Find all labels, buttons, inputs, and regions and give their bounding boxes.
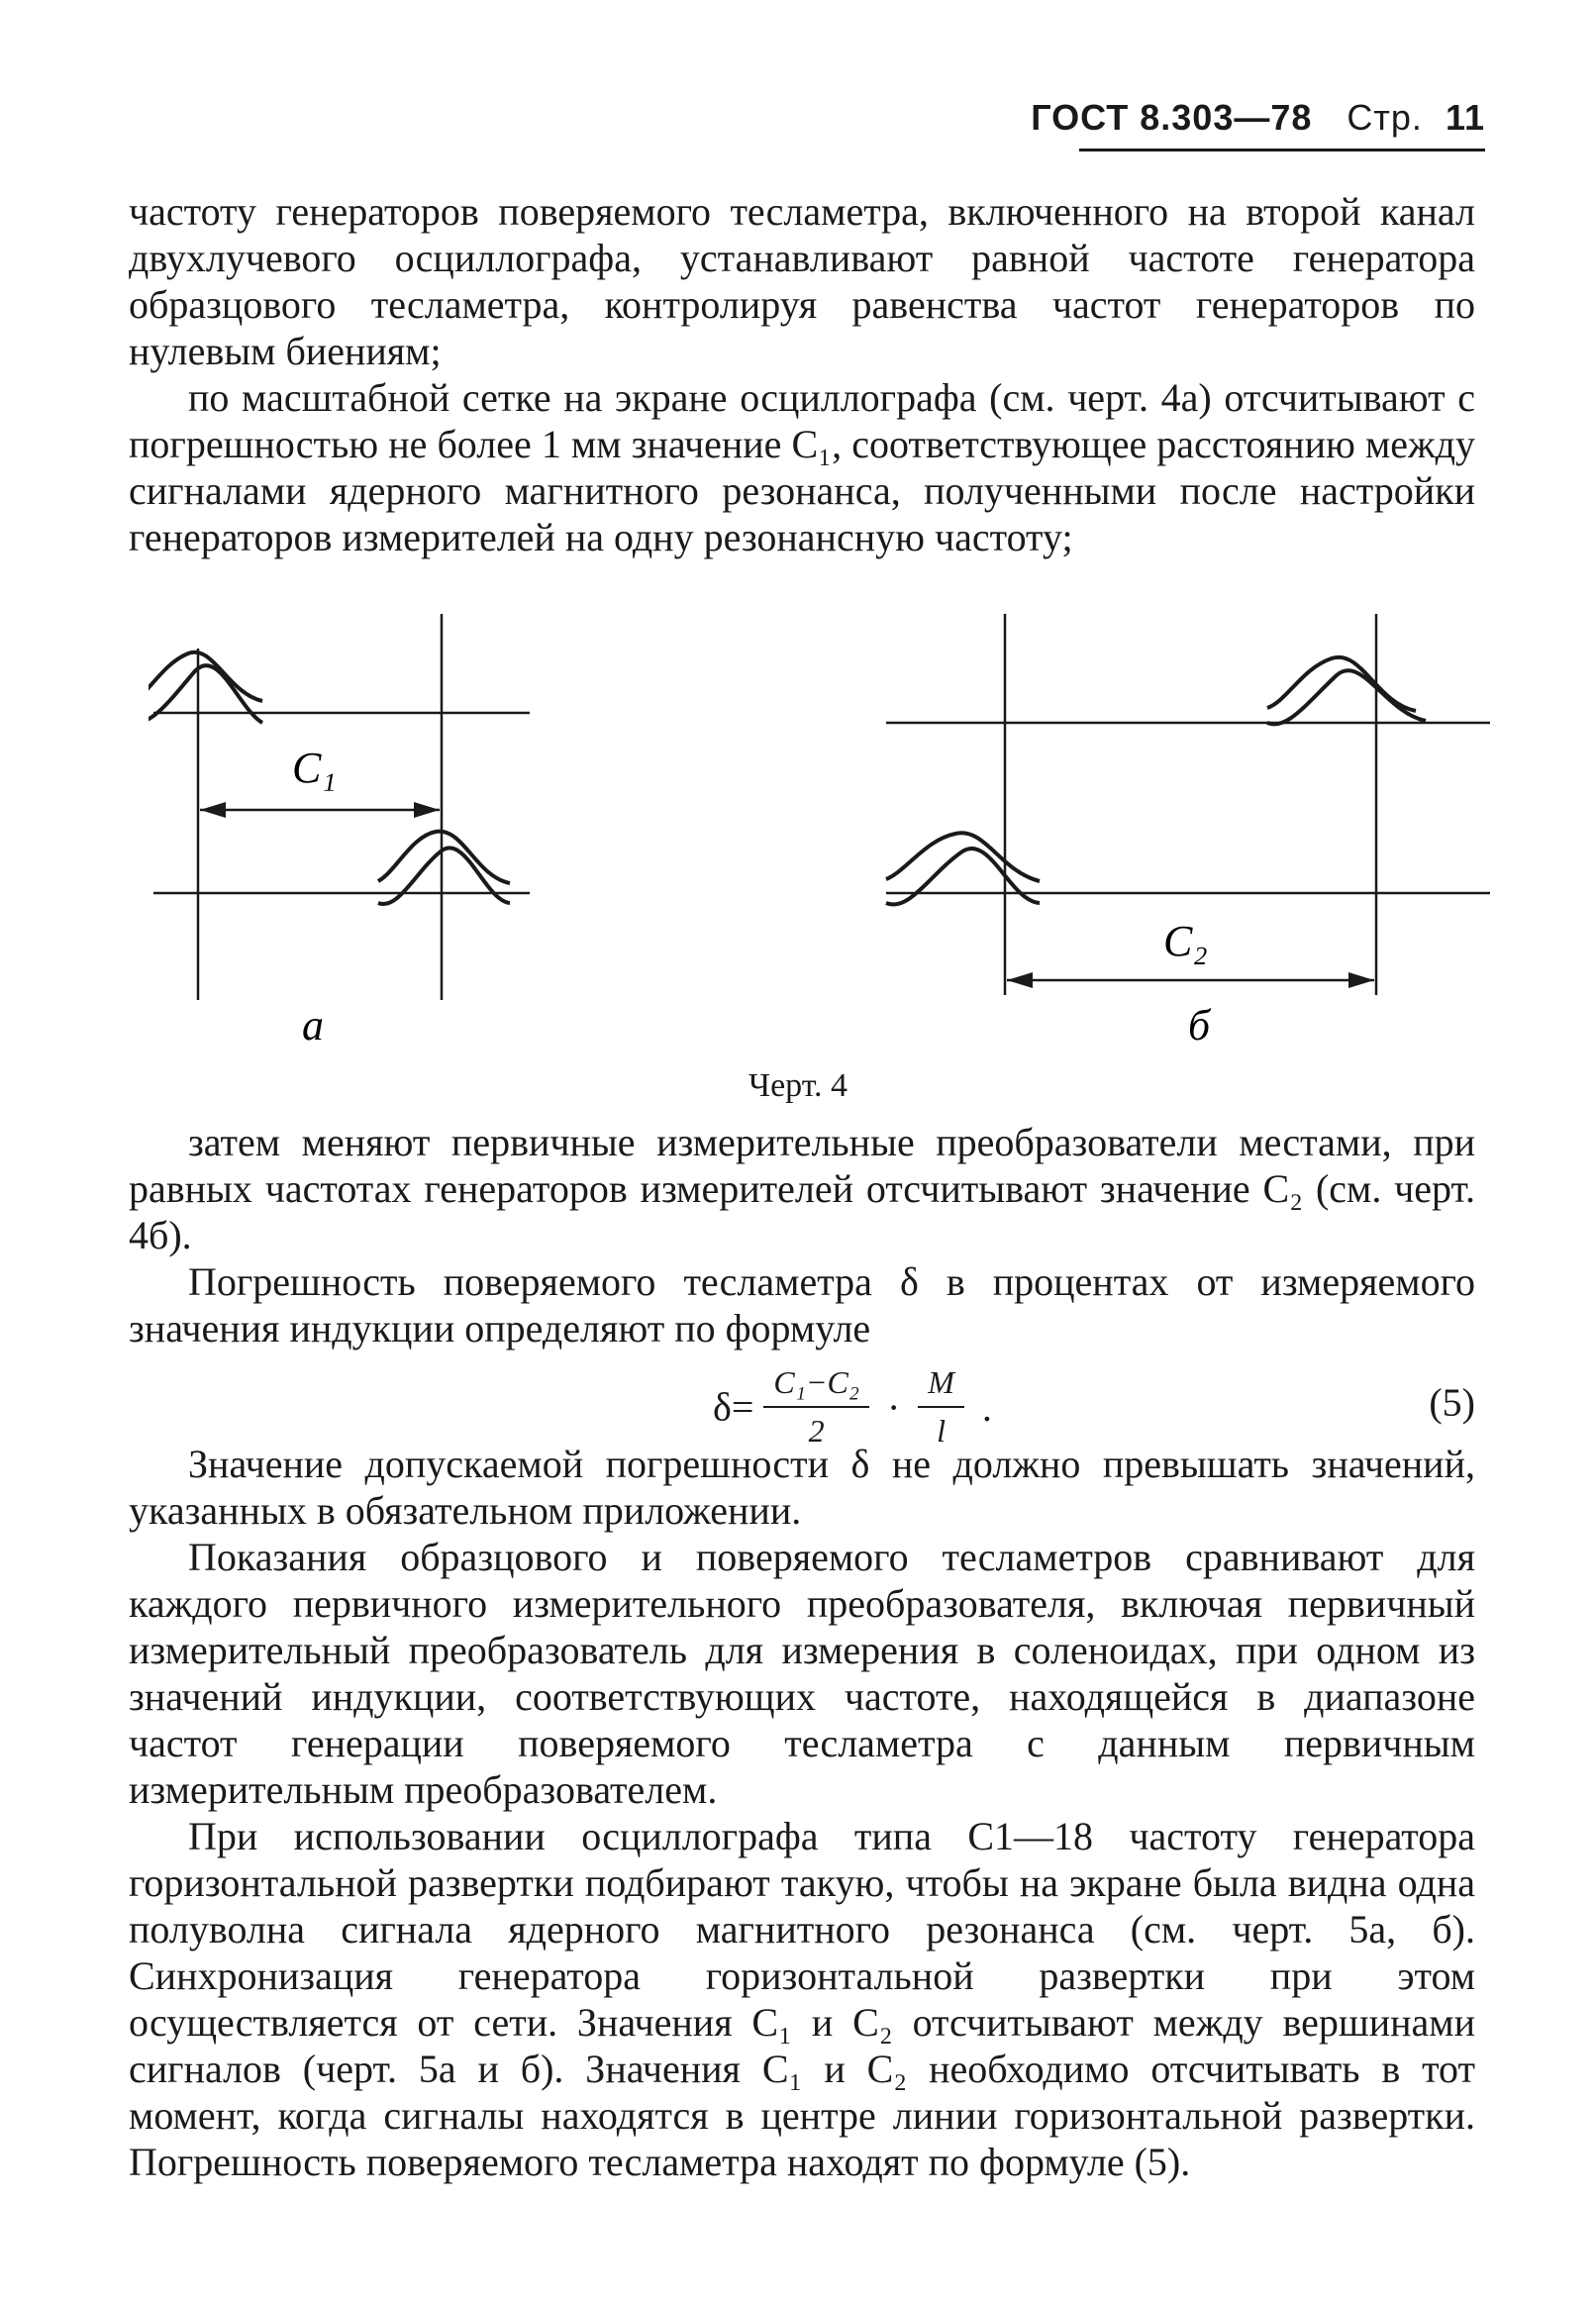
paragraph: по масштабной сетке на экране осциллографа (см. черт. 4а) отсчитывают с погрешностью не более 1 мм значение C₁, соответствующее расстоянию между сигналами ядерного магнитного резонанса, полученными после настройки генераторов измерителей на одну резонансную частоту;: [129, 375, 1475, 559]
figure-4: [149, 614, 1495, 1059]
header-rule: [1079, 149, 1485, 151]
formula-end: .: [981, 1384, 992, 1430]
signal-curve: [886, 833, 1040, 881]
figure-4a: [149, 614, 530, 1000]
text-block-top: [129, 188, 1475, 560]
arrowhead: [1348, 972, 1374, 988]
arrowhead: [200, 802, 226, 818]
arrowhead: [1007, 972, 1033, 988]
paragraph: Погрешность поверяемого тесламетра δ в процентах от измеряемого значения индукции определяют по формуле: [129, 1259, 1475, 1351]
text-block-bottom: [129, 1119, 1475, 2185]
signal-curve: [886, 849, 1040, 905]
label-a: а: [302, 1001, 324, 1050]
page-label: Стр.: [1347, 97, 1423, 138]
formula-number: (5): [1429, 1380, 1475, 1425]
fraction-c: [763, 1359, 869, 1454]
fraction-m: [918, 1359, 964, 1454]
paragraph: затем меняют первичные измерительные преобразователи местами, при равных частотах генераторов измерителей отсчитывают значение C₂ (см. черт. 4б).: [129, 1120, 1475, 1257]
multiply-dot: ·: [886, 1384, 901, 1430]
figure-caption: Черт. 4: [748, 1067, 848, 1104]
formula-5: [129, 1351, 1475, 1449]
paragraph: частоту генераторов поверяемого тесламетра, включенного на второй канал двухлучевого осциллографа, устанавливают равной частоте генератора образцового тесламетра, контролируя равенства частот генераторов по нулевым биениям;: [129, 189, 1475, 373]
page-header: [1031, 97, 1485, 139]
paragraph: Показания образцового и поверяемого тесламетров сравнивают для каждого первичного измерительного преобразователя, включая первичный измерительный преобразователь для измерения в соленоидах, при одном из значений индукции, соответствующих частоте, находящейся в диапазоне частот генерации поверяемого тесламетра с данным первичным измерительным преобразователем.: [129, 1535, 1475, 1812]
signal-curve: [149, 652, 262, 701]
page-number: 11: [1445, 97, 1485, 138]
paragraph: При использовании осциллографа типа С1—18 частоту генератора горизонтальной развертки подбирают такую, чтобы на экране была видна одна полуволна сигнала ядерного магнитного резонанса (см. черт. 5а, б). Синхронизация генератора горизонтальной развертки при этом осуществляется от сети. Значения C₁ и C₂ отсчитывают между вершинами сигналов (черт. 5а и б). Значения C₁ и C₂ необходимо отсчитывать в тот момент, когда сигналы находятся в центре линии горизонтальной развертки. Погрешность поверяемого тесламетра находят по формуле (5).: [129, 1814, 1475, 2184]
label-c2: C₂: [1163, 917, 1208, 965]
formula-lhs: δ=: [713, 1384, 754, 1430]
label-c1: C₁: [292, 744, 337, 792]
paragraph: Значение допускаемой погрешности δ не должно превышать значений, указанных в обязательном приложении.: [129, 1442, 1475, 1533]
label-b: б: [1188, 1001, 1211, 1050]
formula-expression: [713, 1359, 1000, 1454]
fraction-denominator: l: [937, 1413, 947, 1449]
fraction-numerator: M: [918, 1359, 964, 1408]
signal-curve: [378, 832, 510, 883]
arrowhead: [414, 802, 440, 818]
fraction-denominator: 2: [808, 1413, 825, 1449]
signal-curve: [1267, 670, 1426, 724]
standard-number: ГОСТ 8.303—78: [1031, 97, 1313, 138]
fraction-numerator: C₁−C₂: [763, 1359, 869, 1408]
